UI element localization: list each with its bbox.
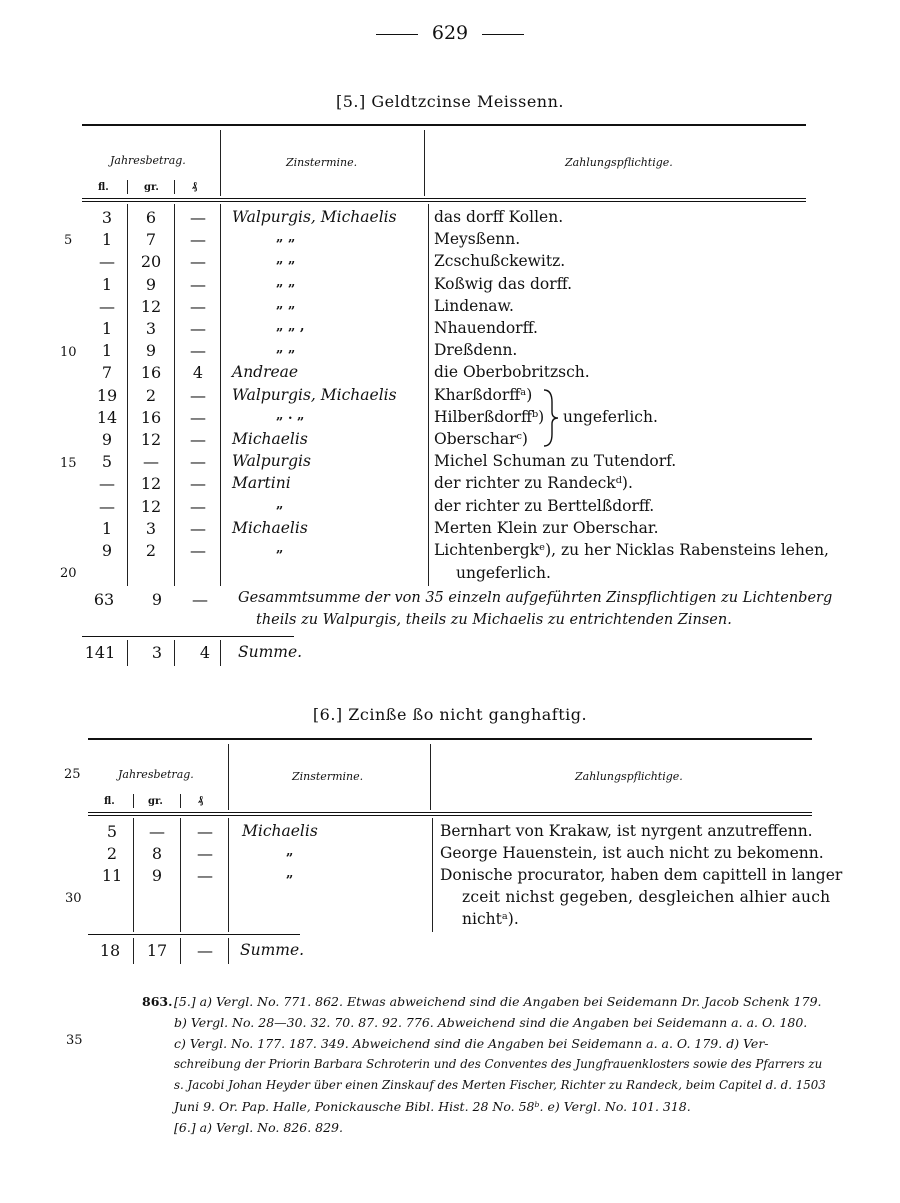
col-divider	[428, 204, 429, 586]
row-d: —	[190, 452, 206, 472]
row-d: —	[190, 518, 206, 538]
line-number: 15	[60, 456, 77, 471]
row-gr: —	[149, 822, 165, 841]
row-gr: 6	[145, 208, 157, 227]
head-payers: Zahlungspflichtige.	[565, 156, 673, 169]
head-fl: fl.	[104, 796, 115, 807]
row-d: —	[190, 407, 206, 427]
row-payer: Meysßenn.	[434, 230, 521, 249]
row-term: „	[286, 844, 294, 859]
row-d: —	[190, 319, 206, 338]
row-payer: Donische procurator, haben dem capittell in langer	[440, 866, 843, 884]
row-fl: 5	[106, 822, 118, 841]
sum-rule	[82, 636, 294, 637]
head-fl: fl.	[98, 182, 109, 193]
row-d: —	[190, 274, 206, 294]
col-divider	[174, 204, 175, 586]
row-payer: Dreßdenn.	[434, 341, 518, 360]
head-sub-divider	[127, 180, 128, 194]
footnote-line: schreibung der Priorin Barbara Schroterin und des Conventes des Jungfrauenklosters sowie des Pfarrers zu	[174, 1057, 823, 1071]
row-payer: das dorff Kollen.	[434, 208, 564, 226]
sum-fl: 141	[84, 643, 116, 662]
row-payer: George Hauenstein, ist auch nicht zu bekomenn.	[440, 844, 824, 862]
row-d: —	[190, 208, 206, 227]
row-fl: 1	[101, 274, 113, 294]
head-d: ₰	[198, 795, 203, 806]
row-d: —	[197, 844, 213, 863]
row-gr: 8	[151, 844, 163, 863]
sum-gr: 3	[151, 643, 163, 662]
table-5-head-divider	[220, 130, 221, 196]
sum-divider	[133, 938, 134, 964]
col-divider	[133, 818, 134, 932]
col-divider	[180, 818, 181, 932]
head-d: ₰	[192, 181, 197, 192]
line-number: 20	[60, 566, 77, 581]
row-term: „ „	[276, 274, 296, 290]
row-fl: 1	[101, 518, 113, 538]
row-payer: Hilberßdorffᵇ)	[434, 407, 545, 426]
row-payer: der richter zu Randeckᵈ).	[434, 474, 633, 493]
row-d: —	[190, 252, 206, 272]
row-payer: Nhauendorff.	[434, 319, 538, 337]
row-payer: Lindenaw.	[434, 296, 514, 315]
row-payer: die Oberbobritzsch.	[434, 363, 590, 382]
table-6-head-rule	[88, 812, 812, 813]
line-number: 35	[66, 1033, 83, 1048]
head-terms: Zinstermine.	[292, 770, 364, 783]
row-fl: 7	[101, 363, 113, 383]
row-fl: 9	[101, 430, 113, 449]
row-payer: Koßwig das dorff.	[434, 274, 573, 293]
row-d: —	[190, 296, 206, 316]
row-payer: Michel Schuman zu Tutendorf.	[434, 452, 677, 471]
footnote-line: [5.] a) Vergl. No. 771. 862. Etwas abweichend sind die Angaben bei Seidemann Dr. Jacob Schenk 179.	[174, 994, 822, 1009]
row-term: „ „ ,	[276, 319, 305, 334]
row-gr: 2	[145, 385, 157, 405]
row-term: Walpurgis, Michaelis	[232, 208, 397, 226]
row-fl: 5	[101, 452, 113, 472]
col-divider	[228, 818, 229, 932]
row-fl: 1	[101, 230, 113, 250]
row-gr: 9	[145, 341, 157, 361]
row-fl: 19	[96, 385, 118, 405]
row-term: „	[276, 541, 284, 556]
page-header	[0, 22, 900, 44]
footnote-line: Juni 9. Or. Pap. Halle, Ponickausche Bibl. Hist. 28 No. 58ᵇ. e) Vergl. No. 101. 318.	[174, 1099, 691, 1114]
brace-label: ungeferlich.	[563, 408, 658, 426]
row-payer: Bernhart von Krakaw, ist nyrgent anzutreffenn.	[440, 822, 813, 840]
row-gr: —	[143, 452, 159, 472]
row-payer: Zcschußckewitz.	[434, 252, 566, 271]
row-gr: 9	[145, 274, 157, 294]
total-fl: 63	[93, 590, 115, 609]
row-gr: 12	[140, 430, 162, 449]
sum-fl: 18	[99, 941, 121, 960]
row-term: „	[286, 866, 294, 881]
row-term: Michaelis	[232, 518, 308, 537]
row-d: —	[197, 822, 213, 841]
table-6-head-divider	[228, 744, 229, 810]
row-continuation: nichtᵃ).	[462, 910, 519, 928]
row-payer: Lichtenbergkᵉ), zu her Nicklas Rabensteins lehen,	[434, 541, 829, 559]
row-gr: 12	[140, 474, 162, 494]
total-d: —	[192, 590, 208, 609]
row-gr: 16	[140, 407, 162, 427]
head-amount: Jahresbetrag.	[118, 768, 194, 781]
row-term: „ . „	[276, 407, 305, 423]
page-number: 629	[431, 22, 469, 44]
row-d: —	[190, 541, 206, 560]
head-terms: Zinstermine.	[286, 156, 358, 169]
table-6-top-rule	[88, 738, 812, 740]
footnote-line: b) Vergl. No. 28—30. 32. 70. 87. 92. 776. Abweichend sind die Angaben bei Seidemann a. a. O. 180.	[174, 1015, 808, 1030]
row-payer: Oberscharᶜ)	[434, 430, 528, 448]
row-d: —	[190, 341, 206, 361]
row-gr: 12	[140, 496, 162, 516]
row-term: Walpurgis, Michaelis	[232, 385, 397, 404]
footnote-line: c) Vergl. No. 177. 187. 349. Abweichend sind die Angaben bei Seidemann a. a. O. 179. d) Ver-	[174, 1036, 769, 1051]
row-fl: —	[99, 252, 115, 272]
table-5-head-rule	[82, 201, 806, 202]
row-gr: 3	[145, 319, 157, 338]
row-fl: 3	[101, 208, 113, 227]
row-term: „	[276, 496, 284, 512]
row-fl: 1	[101, 319, 113, 338]
row-term: „ „	[276, 252, 296, 268]
footnote-line: s. Jacobi Johan Heyder über einen Zinskauf des Merten Fischer, Richter zu Randeck, beim Capitel d. d. 1503	[174, 1078, 826, 1092]
row-fl: —	[99, 296, 115, 316]
total-line-1: Gesammtsumme der von 35 einzeln aufgeführten Zinspflichtigen zu Lichtenberg	[238, 590, 833, 606]
row-fl: 9	[101, 541, 113, 560]
head-sub-divider	[133, 794, 134, 808]
row-fl: —	[99, 474, 115, 494]
sum-d: —	[197, 941, 213, 960]
head-amount: Jahresbetrag.	[110, 154, 186, 167]
head-sub-divider	[174, 180, 175, 194]
footnote-number: 863.	[142, 994, 173, 1009]
sum-divider	[228, 938, 229, 964]
brace-icon	[540, 388, 562, 448]
table-6-head-rule	[88, 815, 812, 816]
sum-divider	[180, 938, 181, 964]
sum-rule	[88, 934, 300, 935]
sum-divider	[127, 640, 128, 666]
table-6-head-divider	[430, 744, 431, 810]
row-fl: 2	[106, 844, 118, 863]
row-d: —	[190, 496, 206, 516]
row-gr: 7	[145, 230, 157, 250]
row-fl: 1	[101, 341, 113, 361]
row-continuation: ungeferlich.	[456, 564, 551, 582]
table-5-top-rule	[82, 124, 806, 126]
sum-label: Summe.	[240, 941, 305, 959]
line-number: 10	[60, 345, 77, 360]
col-divider	[220, 204, 221, 586]
section-6-title: [6.] Zcinße ßo nicht ganghaftig.	[312, 705, 588, 724]
sum-label: Summe.	[238, 643, 303, 661]
row-payer: der richter zu Berttelßdorff.	[434, 496, 655, 515]
total-line-2: theils zu Walpurgis, theils zu Michaelis zu entrichtenden Zinsen.	[256, 612, 732, 628]
row-d: 4	[192, 363, 204, 383]
line-number: 5	[64, 233, 73, 248]
sum-gr: 17	[146, 941, 168, 960]
row-d: —	[197, 866, 213, 885]
sum-d: 4	[199, 643, 211, 662]
row-gr: 20	[140, 252, 162, 272]
total-gr: 9	[151, 590, 163, 609]
row-gr: 9	[151, 866, 163, 885]
head-sub-divider	[180, 794, 181, 808]
line-number: 25	[64, 767, 81, 782]
row-d: —	[190, 430, 206, 449]
row-term: „ „	[276, 230, 296, 246]
row-term: „ „	[276, 341, 296, 357]
head-gr: gr.	[148, 796, 163, 807]
col-divider	[432, 818, 433, 932]
row-term: Michaelis	[242, 822, 318, 840]
row-gr: 3	[145, 518, 157, 538]
row-payer: Merten Klein zur Oberschar.	[434, 518, 659, 537]
row-d: —	[190, 385, 206, 405]
row-d: —	[190, 230, 206, 250]
row-term: Walpurgis	[232, 452, 311, 471]
row-term: „ „	[276, 296, 296, 312]
head-gr: gr.	[144, 182, 159, 193]
row-fl: 11	[101, 866, 123, 885]
table-5-head-divider	[424, 130, 425, 196]
row-term: Michaelis	[232, 430, 308, 448]
row-d: —	[190, 474, 206, 494]
row-payer: Kharßdorffᵃ)	[434, 385, 533, 404]
row-fl: —	[99, 496, 115, 516]
row-term: Martini	[232, 474, 291, 493]
row-continuation: zceit nichst gegeben, desgleichen alhier auch	[462, 888, 831, 906]
row-term: Andreae	[232, 363, 299, 382]
row-gr: 12	[140, 296, 162, 316]
row-gr: 16	[140, 363, 162, 383]
line-number: 30	[65, 891, 82, 906]
section-5-title: [5.] Geldtzcinse Meissenn.	[335, 92, 564, 111]
head-payers: Zahlungspflichtige.	[575, 770, 683, 783]
col-divider	[127, 204, 128, 586]
row-gr: 2	[145, 541, 157, 560]
footnote-line: [6.] a) Vergl. No. 826. 829.	[174, 1120, 343, 1135]
row-fl: 14	[96, 407, 118, 427]
table-5-head-rule	[82, 198, 806, 199]
